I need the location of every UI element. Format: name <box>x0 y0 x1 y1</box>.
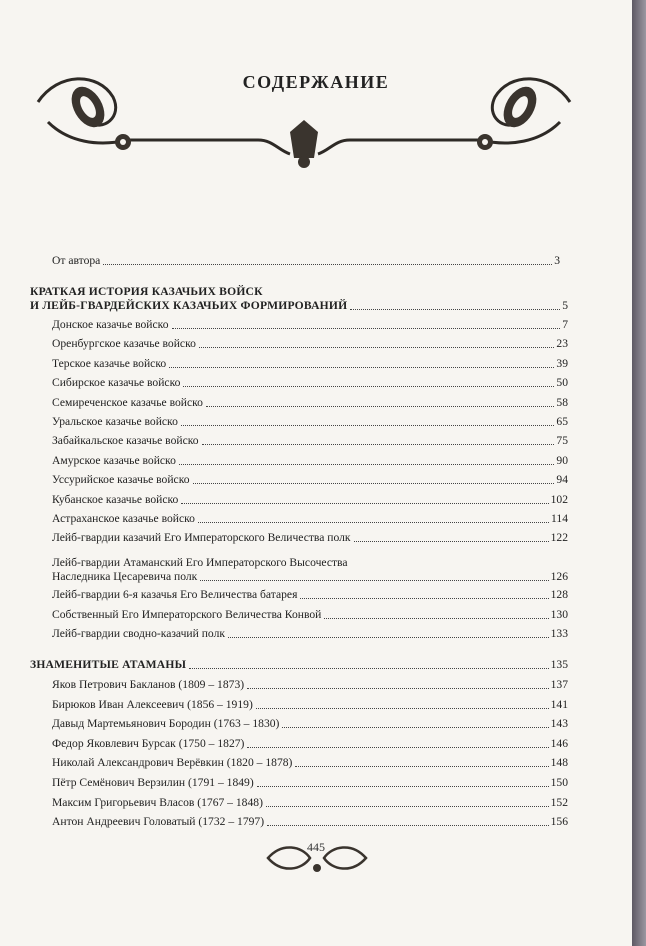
leader-dots <box>324 618 548 619</box>
toc-entry-page: 102 <box>550 492 568 506</box>
toc-entry <box>52 717 568 731</box>
toc-entry <box>52 678 568 692</box>
toc-entry-page: 137 <box>550 678 568 691</box>
toc-entry <box>52 588 568 602</box>
toc-entry-page: 135 <box>550 658 568 671</box>
toc-entry-label: Антон Андреевич Головатый (1732 – 1797) <box>52 815 265 829</box>
toc-entry-label: Собственный Его Императорского Величества Конвой <box>52 607 322 621</box>
toc-entry-section2 <box>30 658 568 672</box>
toc-entry-label: Бирюков Иван Алексеевич (1856 – 1919) <box>52 697 253 711</box>
leader-dots <box>354 541 549 542</box>
toc-entry-page: 122 <box>550 531 568 545</box>
toc-entry-page: 150 <box>550 776 568 789</box>
toc-entry <box>52 357 568 371</box>
section-heading-line1: КРАТКАЯ ИСТОРИЯ КАЗАЧЬИХ ВОЙСК <box>30 285 263 298</box>
leader-dots <box>300 598 548 599</box>
toc-entry-preface <box>52 254 560 268</box>
toc-entry-label: Сибирское казачье войско <box>52 376 181 390</box>
leader-dots <box>228 637 549 638</box>
toc-entry-label: Яков Петрович Бакланов (1809 – 1873) <box>52 678 245 691</box>
toc-entry <box>52 318 568 332</box>
toc-entry-label: Астраханское казачье войско <box>52 512 195 525</box>
toc-entry-page: 141 <box>550 697 568 711</box>
toc-entry <box>52 608 568 622</box>
leader-dots <box>183 386 554 387</box>
toc-entry <box>52 337 568 351</box>
toc-entry-page: 146 <box>550 736 568 750</box>
toc-entry <box>52 776 568 790</box>
section-heading: ЗНАМЕНИТЫЕ АТАМАНЫ <box>30 658 187 671</box>
leader-dots <box>189 668 548 669</box>
toc-entry <box>52 698 568 712</box>
leader-dots <box>181 425 555 426</box>
page-title: СОДЕРЖАНИЕ <box>242 72 390 92</box>
toc-entry-label: От автора <box>52 254 101 267</box>
toc-entry-section1 <box>30 299 568 313</box>
toc-entry-label: Федор Яковлевич Бурсак (1750 – 1827) <box>52 736 245 750</box>
toc-entry-page: 130 <box>550 607 568 621</box>
leader-dots <box>350 309 560 310</box>
toc-entry-page: 128 <box>550 588 568 601</box>
toc-entry-label: Донское казачье войско <box>52 318 169 331</box>
toc-entry-page: 94 <box>556 473 568 487</box>
toc-entry <box>52 473 568 487</box>
toc-entry-label: Николай Александрович Верёвкин (1820 – 1878) <box>52 756 293 770</box>
toc-entry <box>52 796 568 810</box>
toc-entry-page: 143 <box>550 717 568 731</box>
toc-entry-page: 23 <box>556 337 568 351</box>
toc-entry <box>52 512 568 526</box>
toc-entry-page: 3 <box>554 254 560 267</box>
toc-entry-page: 58 <box>556 395 568 409</box>
toc-entry-label: Кубанское казачье войско <box>52 492 179 506</box>
leader-dots <box>179 464 555 465</box>
toc-entry-label: Лейб-гвардии казачий Его Императорского Величества полк <box>52 531 351 545</box>
toc-entry-label: Максим Григорьевич Власов (1767 – 1848) <box>52 795 263 809</box>
section-heading-line2: И ЛЕЙБ-ГВАРДЕЙСКИХ КАЗАЧЬИХ ФОРМИРОВАНИЙ <box>30 299 348 312</box>
toc-entry-label: Пётр Семёнович Верзилин (1791 – 1849) <box>52 776 254 789</box>
toc-entry-page: 152 <box>550 795 568 809</box>
toc-entry-label: Уссурийское казачье войско <box>52 473 190 487</box>
toc-entry-page: 148 <box>550 756 568 770</box>
leader-dots <box>295 766 548 767</box>
leader-dots <box>247 688 549 689</box>
page-edge <box>632 0 646 946</box>
toc-entry-label: Забайкальское казачье войско <box>52 434 199 448</box>
toc-entry-label: Давыд Мартемьянович Бородин (1763 – 1830) <box>52 717 280 731</box>
toc-entry-label: Уральское казачье войско <box>52 415 178 428</box>
toc-entry-page: 75 <box>556 434 568 448</box>
page-number: 445 <box>307 840 325 854</box>
leader-dots <box>199 347 554 348</box>
leader-dots <box>193 483 555 484</box>
toc-entry <box>52 396 568 410</box>
toc-entry <box>52 493 568 507</box>
leader-dots <box>200 580 548 581</box>
toc-entry-page: 39 <box>556 356 568 370</box>
leader-dots <box>282 727 548 728</box>
toc-entry-label: Лейб-гвардии 6-я казачья Его Величества батарея <box>52 588 298 601</box>
leader-dots <box>266 806 549 807</box>
leader-dots <box>198 522 549 523</box>
toc-entry-page: 126 <box>550 570 568 583</box>
toc-entry <box>52 737 568 751</box>
toc-entry-page: 133 <box>550 627 568 640</box>
leader-dots <box>202 444 555 445</box>
toc-entry-label: Лейб-гвардии сводно-казачий полк <box>52 627 225 640</box>
toc-entry-label: Наследника Цесаревича полк <box>52 570 198 583</box>
toc-entry-label: Терское казачье войско <box>52 356 167 370</box>
toc-entry-label: Амурское казачье войско <box>52 453 176 467</box>
leader-dots <box>103 264 552 265</box>
toc-entry <box>52 376 568 390</box>
toc-entry <box>52 815 568 829</box>
toc-entry-page: 114 <box>551 512 568 525</box>
toc-entry-page: 156 <box>550 815 568 829</box>
leader-dots <box>181 503 548 504</box>
leader-dots <box>169 367 554 368</box>
toc-entry-label: Семиреченское казачье войско <box>52 395 203 409</box>
toc-entry-page: 7 <box>562 318 568 331</box>
toc-entry-label: Оренбургское казачье войско <box>52 337 196 351</box>
toc-entry <box>52 454 568 468</box>
toc-entry-page: 5 <box>562 299 568 312</box>
toc-entry-multiline <box>52 570 568 584</box>
leader-dots <box>172 328 561 329</box>
leader-dots <box>206 406 554 407</box>
leader-dots <box>267 825 549 826</box>
toc-entry <box>52 756 568 770</box>
leader-dots <box>256 708 549 709</box>
toc-entry-page: 65 <box>556 415 568 428</box>
toc-entry <box>52 434 568 448</box>
toc-entry-multiline-line1: Лейб-гвардии Атаманский Его Императорского Высочества <box>52 556 348 569</box>
toc-entry <box>52 415 568 429</box>
toc-entry-page: 90 <box>556 453 568 467</box>
toc-entry-page: 50 <box>556 376 568 390</box>
toc-entry <box>52 627 568 641</box>
toc-entry <box>52 531 568 545</box>
leader-dots <box>257 786 549 787</box>
leader-dots <box>247 747 548 748</box>
